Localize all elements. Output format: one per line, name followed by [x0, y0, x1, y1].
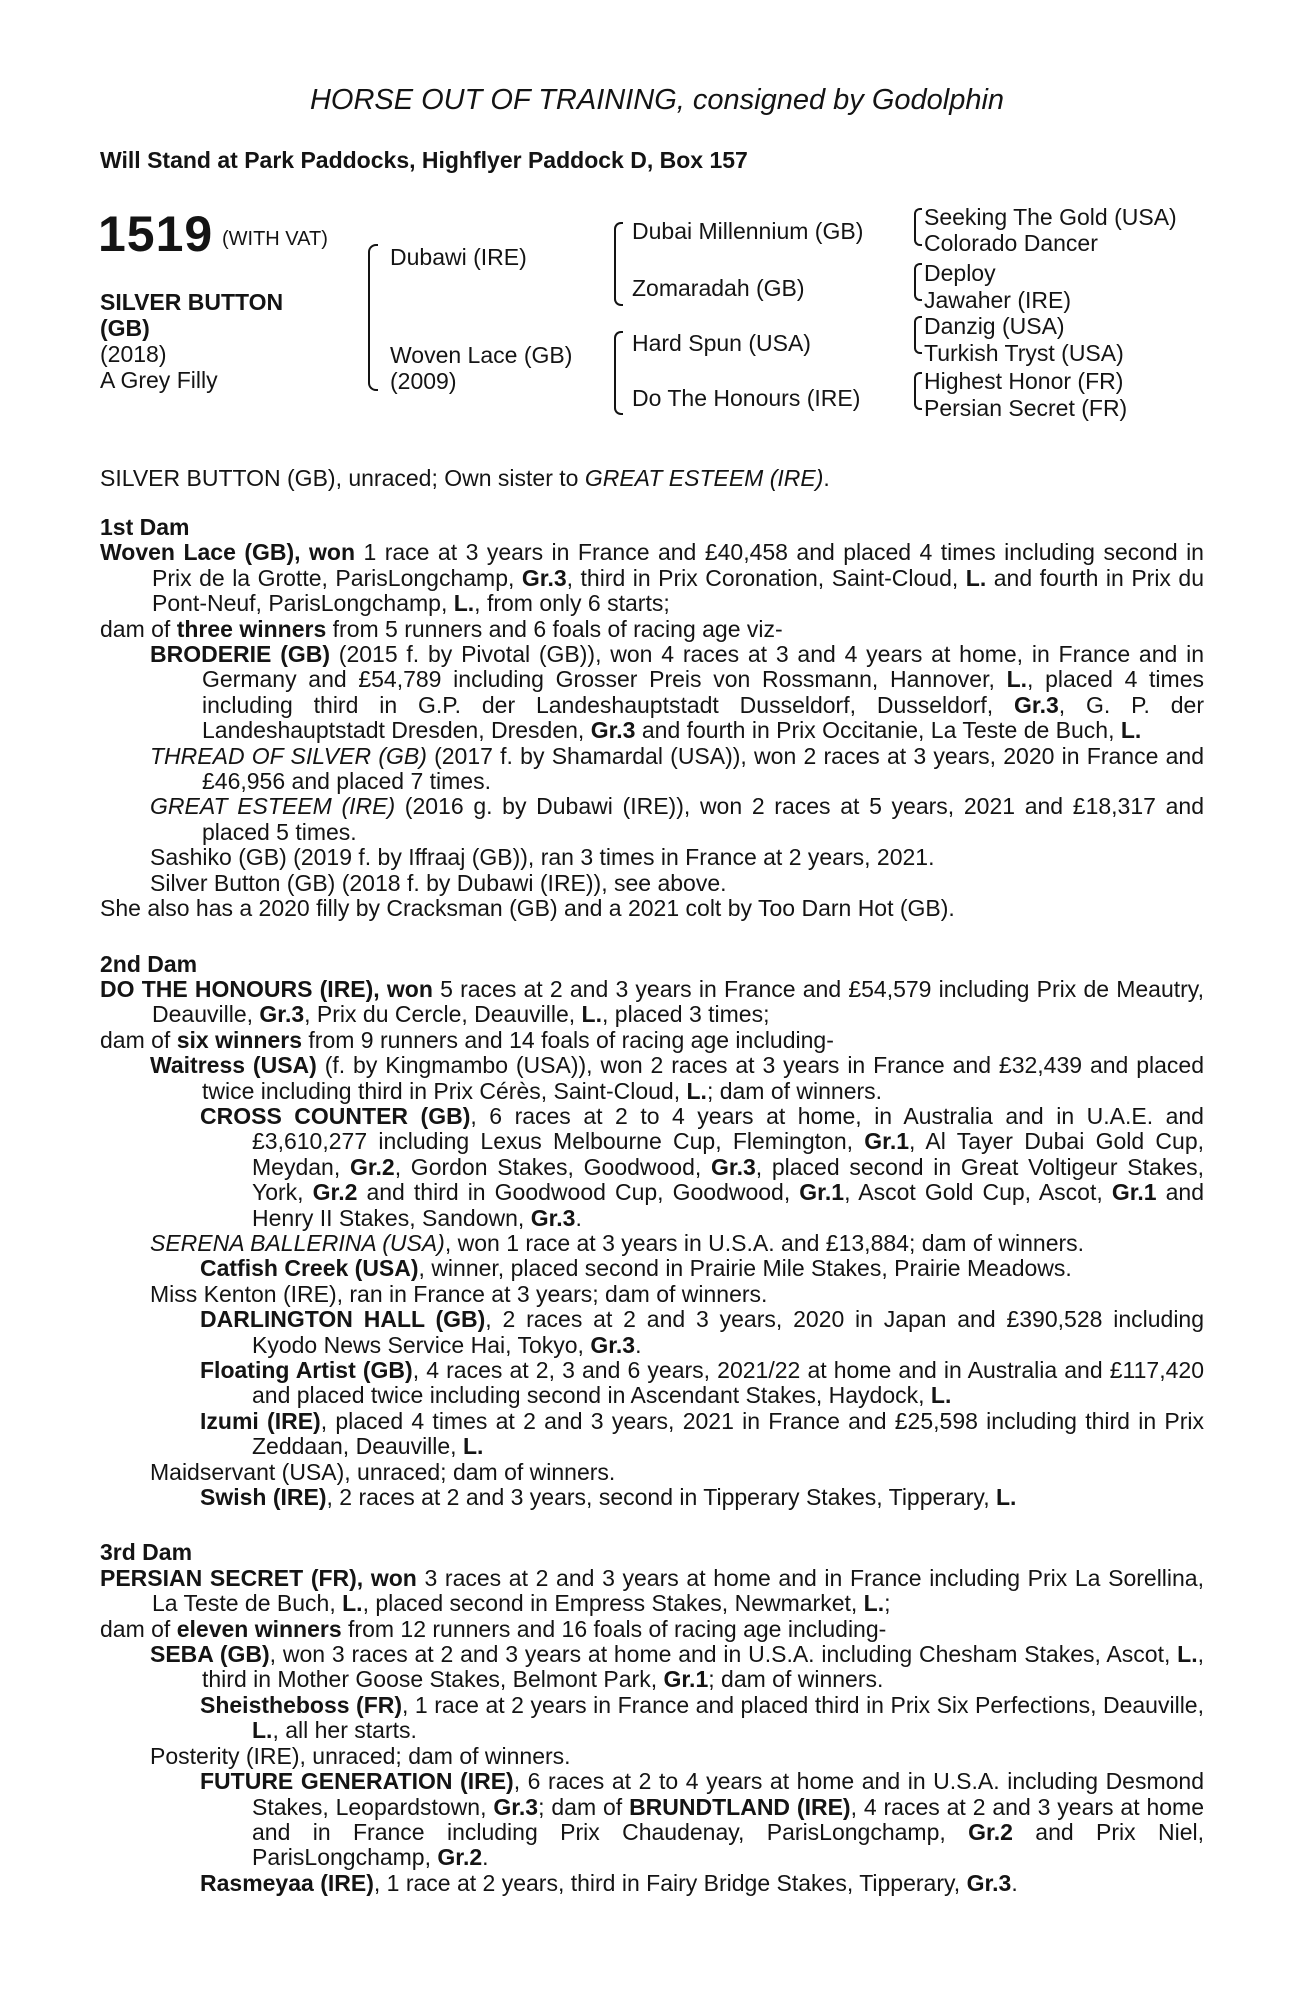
bold-text: L.	[252, 1717, 273, 1744]
bold-text: BRODERIE (GB)	[150, 641, 331, 668]
bold-text: Gr.3	[711, 1153, 756, 1180]
produce-entry	[100, 845, 1204, 870]
text-run: ;	[884, 1590, 891, 1617]
text-run: dam of	[100, 1026, 177, 1053]
text-run: She also has a 2020 filly by Cracksman (GB) and a 2021 colt by Too Darn Hot (GB).	[100, 895, 955, 922]
pedigree-brace	[914, 372, 922, 410]
text-run: , 4 races at 2, 3 and 6 years, 2021/22 at home and in Australia and £117,420 and placed twice including second in Ascendant Stakes, Haydock,	[252, 1357, 1204, 1409]
bold-text: three winners	[176, 615, 327, 642]
bold-text: PERSIAN SECRET (FR), won	[100, 1564, 417, 1591]
italic-text: THREAD OF SILVER (GB)	[150, 742, 427, 769]
text-run: .	[1011, 1869, 1018, 1896]
text-run: , Prix du Cercle, Deauville,	[304, 1001, 582, 1028]
catalogue-header: HORSE OUT OF TRAINING, consigned by Godolphin	[309, 84, 1005, 116]
intro-text: SILVER BUTTON (GB), unraced; Own sister to	[100, 465, 585, 491]
pedigree-brace	[914, 316, 922, 354]
dam-produce-summary	[100, 617, 1204, 642]
pedigree-dam-year: (2009)	[390, 368, 457, 394]
text-run: 5 races at 2 and 3 years in France and £54,579 including Prix de Meautry, Deauville,	[152, 975, 1204, 1028]
pedigree-brace	[914, 263, 922, 301]
produce-entry	[100, 1104, 1204, 1231]
pedigree-sire-sire: Dubai Millennium (GB)	[632, 218, 864, 244]
section-heading: 3rd Dam	[100, 1539, 193, 1566]
bold-text: Swish (IRE)	[200, 1484, 327, 1511]
bold-text: Sheistheboss (FR)	[200, 1691, 403, 1718]
bold-text: L.	[462, 1433, 484, 1460]
produce-entry	[100, 1282, 1204, 1307]
text-run: , placed 4 times including third in G.P. der Landeshauptstadt Dusseldorf, Dusseldorf,	[202, 666, 1204, 718]
produce-entry	[100, 1409, 1204, 1460]
text-run: , won 3 races at 2 and 3 years at home and in U.S.A. including Chesham Stakes, Ascot,	[269, 1641, 1178, 1668]
text-run: from 5 runners and 6 foals of racing age viz-	[326, 615, 783, 642]
bold-text: L.	[686, 1077, 707, 1104]
text-run: and fourth in Prix du Pont-Neuf, ParisLongchamp,	[152, 564, 1205, 617]
text-run: , 1 race at 2 years in France and placed third in Prix Six Perfections, Deauville,	[402, 1691, 1204, 1718]
text-run: , third in Prix Coronation, Saint-Cloud,	[566, 564, 966, 591]
text-run: from 9 runners and 14 foals of racing age including-	[302, 1026, 834, 1053]
bold-text: L.	[996, 1484, 1017, 1511]
produce-entry	[100, 1871, 1204, 1896]
text-run: from 12 runners and 16 foals of racing age including-	[341, 1615, 887, 1642]
bold-text: Gr.2	[349, 1153, 395, 1180]
pedigree-dam-sire: Hard Spun (USA)	[632, 330, 811, 356]
bold-text: eleven winners	[176, 1615, 342, 1642]
produce-entry	[100, 1256, 1204, 1281]
horse-name: SILVER BUTTON	[100, 289, 284, 315]
bold-text: Gr.2	[437, 1844, 483, 1871]
bold-text: Gr.3	[521, 564, 567, 591]
text-run: , third in Mother Goose Stakes, Belmont Park,	[202, 1641, 1204, 1693]
produce-entry	[100, 1693, 1204, 1744]
produce-entry	[100, 744, 1204, 795]
bold-text: Gr.3	[1014, 691, 1059, 718]
bold-text: Gr.2	[968, 1818, 1013, 1845]
intro-sibling: GREAT ESTEEM (IRE)	[584, 465, 824, 491]
bold-text: L.	[1177, 1641, 1198, 1668]
vat-label: (WITH VAT)	[222, 228, 328, 250]
text-run: and fourth in Prix Occitanie, La Teste de Buch,	[635, 717, 1121, 744]
text-run: Silver Button (GB) (2018 f. by Dubawi (IRE)), see above.	[150, 869, 727, 896]
pedigree-brace	[614, 331, 623, 415]
text-run: (2016 g. by Dubawi (IRE)), won 2 races at 5 years, 2021 and £18,317 and placed 5 times.	[202, 793, 1204, 845]
text-run: , all her starts.	[272, 1717, 417, 1744]
text-run: , placed 4 times at 2 and 3 years, 2021 in France and £25,598 including third in Prix Zeddaan, Deauville,	[252, 1407, 1204, 1460]
section-heading: 1st Dam	[100, 514, 190, 540]
intro-end: .	[823, 465, 830, 491]
pedigree-brace	[914, 208, 922, 246]
bold-text: L.	[581, 1001, 602, 1028]
text-run: , placed 3 times;	[602, 1001, 770, 1028]
text-run: .	[635, 1331, 642, 1358]
produce-entry	[100, 1307, 1204, 1358]
text-run: , winner, placed second in Prairie Mile Stakes, Prairie Meadows.	[418, 1255, 1072, 1282]
text-run: (f. by Kingmambo (USA)), won 2 races at 3 years in France and £32,439 and placed twice including third in Prix Cérès, Saint-Cloud,	[202, 1052, 1204, 1104]
bold-text: L.	[863, 1590, 885, 1617]
horse-year: (2018)	[100, 341, 167, 367]
dam-record	[100, 977, 1204, 1028]
text-run: .	[482, 1844, 489, 1871]
pedigree-g8: Persian Secret (FR)	[924, 395, 1128, 421]
produce-entry	[100, 1231, 1204, 1256]
text-run: dam of	[100, 615, 177, 642]
text-run: and Prix Niel, ParisLongchamp,	[252, 1818, 1204, 1871]
bold-text: Catfish Creek (USA)	[200, 1255, 419, 1282]
horse-description: A Grey Filly	[100, 367, 218, 393]
pedigree-g2: Colorado Dancer	[924, 230, 1098, 256]
text-run: , 6 races at 2 to 4 years at home and in U.S.A. including Desmond Stakes, Leopardstown,	[252, 1768, 1205, 1820]
text-run: , from only 6 starts;	[474, 590, 670, 617]
text-run: ; dam of	[538, 1793, 630, 1820]
bold-text: Gr.3	[590, 717, 636, 744]
produce-record	[100, 515, 1204, 1896]
text-run: Miss Kenton (IRE), ran in France at 3 years; dam of winners.	[150, 1280, 768, 1307]
bold-text: Gr.1	[799, 1179, 845, 1206]
bold-text: Gr.1	[864, 1128, 910, 1155]
dam-produce-summary	[100, 1617, 1204, 1642]
text-run: Maidservant (USA), unraced; dam of winners.	[150, 1458, 616, 1485]
bold-text: L.	[965, 564, 987, 591]
bold-text: Gr.1	[1111, 1179, 1157, 1206]
produce-entry	[100, 1485, 1204, 1510]
bold-text: SEBA (GB)	[150, 1641, 270, 1668]
bold-text: L.	[342, 1590, 363, 1617]
text-run: , 2 races at 2 and 3 years, second in Tipperary Stakes, Tipperary,	[326, 1484, 996, 1511]
text-run: .	[575, 1204, 582, 1231]
pedigree-g4: Jawaher (IRE)	[924, 287, 1071, 313]
text-run: , placed second in Great Voltigeur Stakes, York,	[252, 1153, 1204, 1206]
pedigree-brace	[368, 244, 378, 391]
pedigree-dam: Woven Lace (GB)	[390, 342, 573, 368]
text-run: , Ascot Gold Cup, Ascot,	[844, 1179, 1112, 1206]
italic-text: GREAT ESTEEM (IRE)	[150, 793, 396, 820]
produce-entry	[100, 1744, 1204, 1769]
pedigree-brace	[614, 222, 623, 306]
text-run: , won 1 race at 3 years in U.S.A. and £13,884; dam of winners.	[444, 1229, 1085, 1256]
pedigree-g3: Deploy	[924, 260, 996, 286]
intro-line	[100, 465, 830, 492]
bold-text: six winners	[176, 1026, 302, 1053]
stand-location: Will Stand at Park Paddocks, Highflyer Paddock D, Box 157	[100, 147, 748, 173]
produce-entry	[100, 1769, 1204, 1871]
dam-record	[100, 540, 1204, 616]
text-run: , 2 races at 2 and 3 years, 2020 in Japan and £390,528 including Kyodo News Service Hai, Tokyo,	[252, 1306, 1205, 1358]
bold-text: L.	[1120, 717, 1142, 744]
section-heading: 2nd Dam	[100, 950, 198, 977]
bold-text: Gr.2	[312, 1179, 358, 1206]
text-run: ; dam of winners.	[706, 1077, 883, 1104]
horse-country: (GB)	[100, 315, 150, 341]
bold-text: BRUNDTLAND (IRE)	[629, 1793, 851, 1820]
pedigree-sire: Dubawi (IRE)	[390, 244, 527, 270]
bold-text: L.	[1006, 666, 1028, 693]
pedigree-g7: Highest Honor (FR)	[924, 368, 1124, 394]
pedigree-dam-dam: Do The Honours (IRE)	[632, 385, 861, 411]
text-run: , placed second in Empress Stakes, Newmarket,	[362, 1590, 864, 1617]
lot-number: 1519	[98, 206, 214, 262]
text-run: , 4 races at 2 and 3 years at home and in France including Prix Chaudenay, ParisLongchamp,	[252, 1793, 1204, 1845]
pedigree-sire-dam: Zomaradah (GB)	[632, 275, 805, 301]
text-run: and third in Goodwood Cup, Goodwood,	[357, 1179, 800, 1206]
produce-entry	[100, 1642, 1204, 1693]
bold-text: Floating Artist (GB)	[200, 1357, 413, 1383]
pedigree-g1: Seeking The Gold (USA)	[924, 204, 1177, 230]
bold-text: L.	[930, 1382, 952, 1409]
produce-entry	[100, 1358, 1204, 1409]
bold-text: Rasmeyaa (IRE)	[200, 1869, 374, 1896]
text-run: , 1 race at 2 years, third in Fairy Bridge Stakes, Tipperary,	[373, 1869, 967, 1896]
dam-produce-summary	[100, 1028, 1204, 1053]
text-run: and Henry II Stakes, Sandown,	[252, 1179, 1205, 1231]
pedigree-g5: Danzig (USA)	[924, 313, 1065, 339]
text-run: (2017 f. by Shamardal (USA)), won 2 races at 3 years, 2020 in France and £46,956 and placed 7 times.	[202, 742, 1204, 795]
italic-text: SERENA BALLERINA (USA)	[150, 1229, 445, 1256]
text-run: dam of	[100, 1615, 177, 1642]
text-run: , Al Tayer Dubai Gold Cup, Meydan,	[252, 1128, 1204, 1180]
bold-text: Gr.3	[493, 1793, 539, 1820]
pedigree-g6: Turkish Tryst (USA)	[924, 340, 1124, 366]
bold-text: Gr.3	[530, 1204, 576, 1231]
text-run: , 6 races at 2 to 4 years at home, in Australia and in U.A.E. and £3,610,277 including Lexus Melbourne Cup, Flemington,	[252, 1102, 1204, 1155]
text-run: , Gordon Stakes, Goodwood,	[394, 1153, 711, 1180]
produce-entry	[100, 642, 1204, 744]
bold-text: L.	[453, 590, 475, 617]
bold-text: Gr.3	[966, 1869, 1012, 1896]
bold-text: Izumi (IRE)	[200, 1407, 321, 1434]
bold-text: Gr.1	[663, 1666, 709, 1693]
produce-entry	[100, 794, 1204, 845]
bold-text: CROSS COUNTER (GB)	[200, 1102, 471, 1129]
text-run: 3 races at 2 and 3 years at home and in France including Prix La Sorellina, La Teste de Buch,	[152, 1564, 1204, 1617]
text-run: ; dam of winners.	[708, 1666, 884, 1693]
text-run: (2015 f. by Pivotal (GB)), won 4 races at 3 and 4 years at home, in France and in Germany and £54,789 including Grosser Preis von Rossmann, Hannover,	[202, 641, 1204, 693]
produce-entry	[100, 1053, 1204, 1104]
text-run: Sashiko (GB) (2019 f. by Iffraaj (GB)), ran 3 times in France at 2 years, 2021.	[150, 844, 935, 871]
produce-note	[100, 896, 1204, 921]
bold-text: DARLINGTON HALL (GB)	[200, 1306, 486, 1333]
dam-record	[100, 1566, 1204, 1617]
produce-entry	[100, 871, 1204, 896]
bold-text: Waitress (USA)	[150, 1052, 317, 1079]
produce-entry	[100, 1460, 1204, 1485]
text-run: , G. P. der Landeshauptstadt Dresden, Dresden,	[202, 691, 1204, 744]
bold-text: Gr.3	[590, 1331, 636, 1358]
bold-text: FUTURE GENERATION (IRE)	[200, 1768, 514, 1795]
text-run: Posterity (IRE), unraced; dam of winners.	[150, 1742, 571, 1769]
bold-text: DO THE HONOURS (IRE), won	[100, 975, 433, 1002]
text-run: 1 race at 3 years in France and £40,458 and placed 4 times including second in Prix de la Grotte, ParisLongchamp,	[152, 539, 1204, 591]
bold-text: Gr.3	[259, 1001, 305, 1028]
bold-text: Woven Lace (GB), won	[100, 539, 355, 566]
